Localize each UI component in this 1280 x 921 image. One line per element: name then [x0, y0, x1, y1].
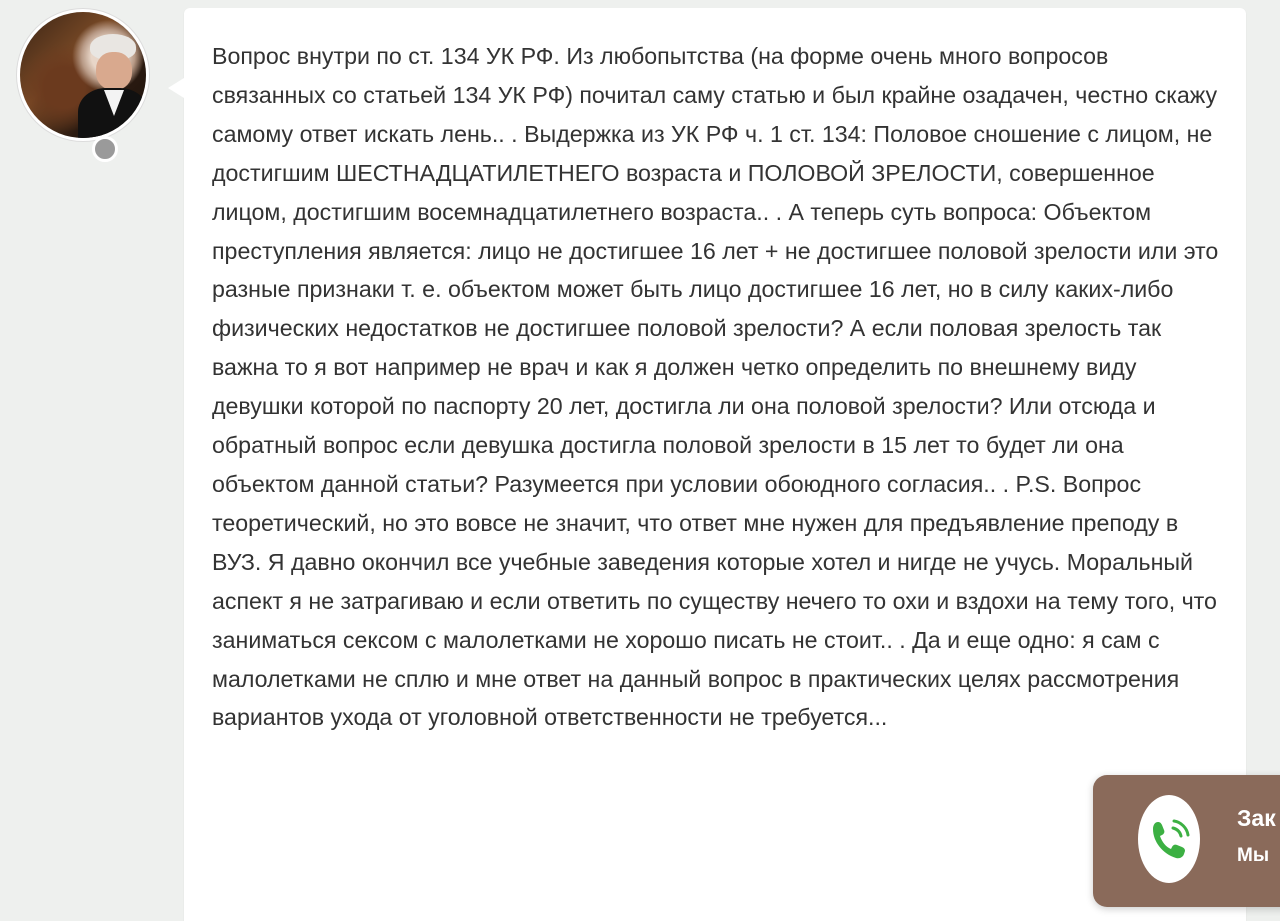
avatar[interactable] [20, 12, 146, 138]
question-text: Вопрос внутри по ст. 134 УК РФ. Из любопытства (на форме очень много вопросов связанных со статьей 134 УК РФ) почитал саму статью и был крайне озадачен, честно скажу самому ответ искать лень.. . Выдержка из УК РФ ч. 1 ст. 134: Половое сношение с лицом, не достигшим ШЕСТНАДЦАТИЛЕТНЕГО возраста и ПОЛОВОЙ ЗРЕЛОСТИ, совершенное лицом, достигшим восемнадцатилетнего возраста.. . А теперь суть вопроса: Объектом преступления является: лицо не достигшее 16 лет + не достигшее половой зрелости или это разные признаки т. е. объектом может быть лицо достигшее 16 лет, но в силу каких-либо физических недостатков не достигшее половой зрелости? А если половая зрелость так важна то я вот например не врач и как я должен четко определить по внешнему виду девушки которой по паспорту 20 лет, достигла ли она половой зрелости? Или отсюда и обратный вопрос если девушка достигла половой зрелости в 15 лет то будет ли она объектом данной статьи? Разумеется при условии обоюдного согласия.. . P.S. Вопрос теоретический, но это вовсе не значит, что ответ мне нужен для предъявление преподу в ВУЗ. Я давно окончил все учебные заведения которые хотел и нигде не учусь. Моральный аспект я не затрагиваю и если ответить по существу нечего то охи и вздохи на тему того, что заниматься сексом с малолетками не хорошо писать не стоит.. . Да и еще одно: я сам с малолетками не сплю и мне ответ на данный вопрос в практических целях рассмотрения вариантов ухода от уголовной ответственности не требуется... [212, 43, 1219, 731]
phone-button[interactable] [1138, 795, 1200, 883]
phone-icon [1146, 814, 1192, 864]
question-bubble-tail [168, 78, 184, 98]
author-avatar-block[interactable] [20, 12, 146, 138]
online-status-indicator [92, 136, 118, 162]
avatar-face [96, 52, 132, 90]
callback-subtitle: Мы [1237, 845, 1270, 866]
callback-title[interactable]: Зак [1237, 805, 1276, 831]
callback-widget[interactable] [1093, 775, 1280, 907]
